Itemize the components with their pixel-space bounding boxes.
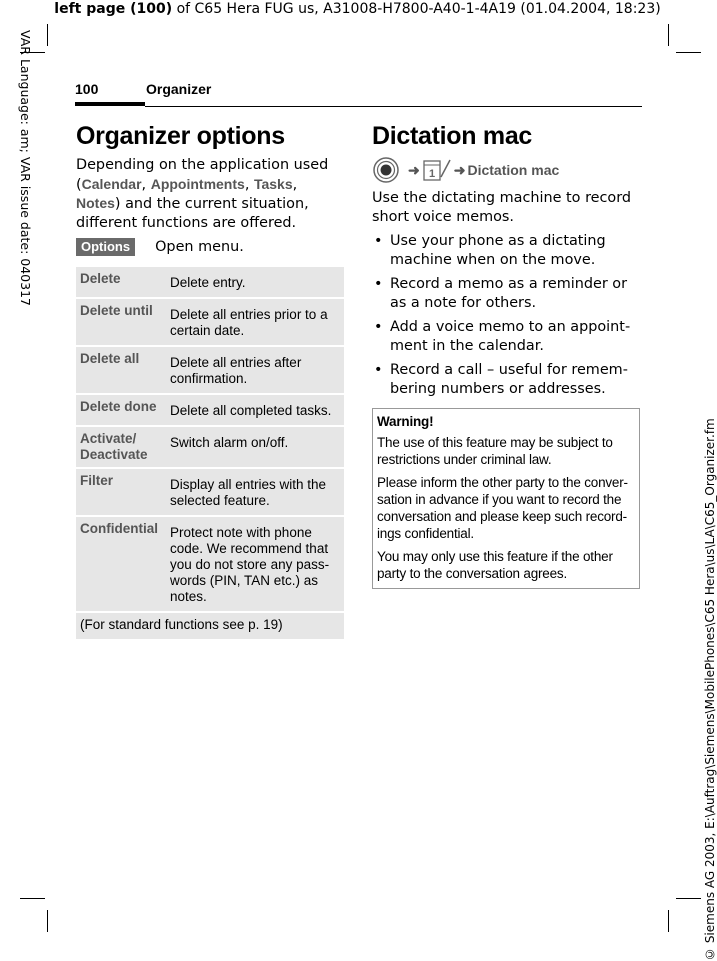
option-name: Delete until (76, 299, 166, 345)
arrow-icon: ➜ (453, 161, 466, 178)
keyword-calendar: Calendar (81, 175, 142, 192)
header-rule-thin (145, 106, 642, 107)
keyword-appointments: Appointments (150, 175, 245, 192)
right-margin-note: © Siemens AG 2003, E:\Auftrag\Siemens\MobilePhones\C65 Hera\us\LA\C65_Organizer.fm (703, 418, 717, 961)
option-row (76, 517, 344, 611)
warning-paragraph: The use of this feature may be subject to restrictions under criminal law. (377, 435, 613, 467)
header-rule-thick (75, 102, 145, 106)
crop-mark (676, 52, 701, 53)
bullet-item: • Add a voice memo to an appoint-ment in the calendar. (372, 318, 640, 355)
option-description: Protect note with phone code. We recommend that you do not store any pass-words (PIN, TAN etc.) as notes. (166, 517, 344, 611)
navigation-key-icon (372, 157, 402, 183)
option-footer-row (76, 613, 344, 639)
option-row (76, 267, 344, 297)
right-column (372, 121, 640, 589)
option-row (76, 299, 344, 345)
warning-paragraph: You may only use this feature if the other party to the conversation agrees. (377, 549, 613, 581)
option-row (76, 427, 344, 467)
warning-paragraph: Please inform the other party to the conver-sation in advance if you want to record the conversation and please keep such record-ings confidential. (377, 475, 628, 541)
crop-mark (47, 24, 48, 46)
option-name: Confidential (76, 517, 166, 611)
organizer-intro (76, 156, 346, 232)
intro-sep: , (141, 176, 151, 193)
option-description: Delete all entries after confirmation. (166, 347, 344, 393)
crop-mark (668, 910, 669, 932)
menu-path (372, 157, 640, 183)
section-title: Organizer (146, 81, 212, 97)
warning-title: Warning! (377, 414, 434, 429)
option-row (76, 395, 344, 425)
keyword-notes: Notes (76, 195, 115, 211)
menu-target: Dictation mac (467, 162, 560, 178)
option-name: Filter (76, 469, 166, 515)
intro-sep: , (244, 176, 254, 193)
options-softkey-row (76, 238, 346, 257)
option-name: Delete (76, 267, 166, 297)
crop-mark (20, 898, 45, 899)
warning-box (372, 408, 640, 589)
dictation-bullets (372, 232, 640, 398)
bullet-item: • Record a call – useful for remem-bering numbers or addresses. (372, 361, 640, 398)
intro-text: ) and the current situation, different functions are offered. (76, 196, 309, 231)
option-name: Delete done (76, 395, 166, 425)
bullet-item: • Record a memo as a reminder or as a note for others. (372, 275, 640, 312)
options-table (76, 265, 344, 641)
option-row (76, 469, 344, 515)
intro-sep: , (292, 176, 298, 193)
option-description: Display all entries with the selected feature. (166, 469, 344, 515)
slug-prefix: left page (100) (54, 1, 173, 17)
options-softkey[interactable]: Options (76, 238, 135, 256)
keyword-tasks: Tasks (253, 175, 293, 192)
options-table-body (76, 267, 344, 639)
option-name: Activate/ Deactivate (76, 427, 166, 467)
crop-mark (676, 898, 701, 899)
dictation-intro: Use the dictating machine to record short voice memos. (372, 190, 632, 225)
intro-text: Depending on the application used ( (76, 157, 329, 193)
softkey-description: Open menu. (155, 239, 244, 255)
crop-mark (668, 24, 669, 46)
svg-text:1: 1 (428, 168, 435, 180)
option-description: Delete entry. (166, 267, 344, 297)
dictation-heading: Dictation mac (372, 122, 533, 150)
left-margin-note: VAR Language: am; VAR issue date: 040317 (18, 30, 33, 306)
option-description: Delete all entries prior to a certain date. (166, 299, 344, 345)
organizer-menu-icon (422, 157, 452, 183)
print-slug (0, 0, 715, 18)
option-name: Delete all (76, 347, 166, 393)
crop-mark (47, 910, 48, 932)
option-description: Delete all completed tasks. (166, 395, 344, 425)
option-description: Switch alarm on/off. (166, 427, 344, 467)
bullet-item: • Use your phone as a dictating machine when on the move. (372, 232, 640, 269)
option-row (76, 347, 344, 393)
slug-rest: of C65 Hera FUG us, A31008-H7800-A40-1-4A19 (01.04.2004, 18:23) (172, 1, 661, 17)
standard-functions-note: (For standard functions see p. 19) (76, 613, 344, 639)
page-number: 100 (75, 81, 99, 97)
organizer-options-heading: Organizer options (76, 122, 285, 150)
arrow-icon: ➜ (408, 161, 420, 178)
left-column (76, 121, 346, 641)
